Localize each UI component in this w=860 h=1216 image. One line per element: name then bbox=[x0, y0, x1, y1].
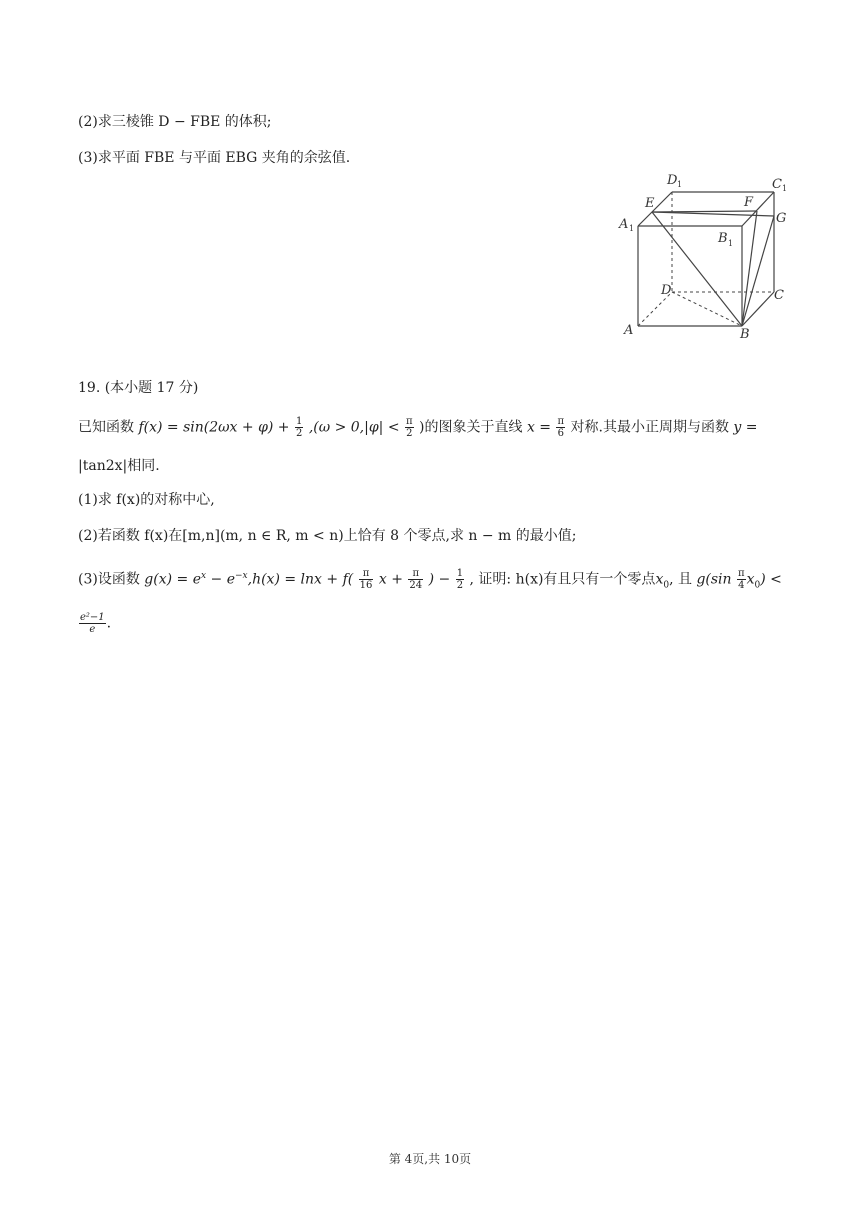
q18-part2: (2)求三棱锥 D − FBE 的体积; bbox=[78, 114, 272, 130]
q19-header: 19. (本小题 17 分) bbox=[78, 380, 199, 396]
label-e: E bbox=[645, 196, 655, 211]
frac-den: 2 bbox=[456, 580, 464, 592]
frac-den: 2 bbox=[406, 428, 413, 439]
q19-part3-k: g(sin bbox=[696, 571, 732, 588]
q19-part3-h: h(x)有且只有一个零点 bbox=[515, 571, 656, 588]
q19-part3-j: , 且 bbox=[669, 571, 692, 588]
label-c: C bbox=[774, 288, 784, 303]
frac-den: 6 bbox=[557, 428, 564, 439]
label-b: B bbox=[740, 327, 750, 342]
q19-part3-b: g(x) = e bbox=[144, 571, 201, 588]
sup-neg-x: −x bbox=[235, 571, 248, 581]
sub-zero-b: 0 bbox=[754, 580, 761, 591]
frac-den: 24 bbox=[409, 580, 423, 592]
q19-part3-e: x + bbox=[378, 571, 403, 588]
q19-stem-d: x = bbox=[526, 419, 552, 436]
frac-num: π bbox=[557, 416, 565, 427]
q19-stem-line1 bbox=[78, 416, 758, 439]
page-footer: 第 4页,共 10页 bbox=[388, 1152, 472, 1166]
q19-part3-a: (3)设函数 bbox=[78, 571, 140, 588]
label-g: G bbox=[776, 211, 787, 226]
frac-num: 1 bbox=[295, 416, 303, 427]
q19-part2: (2)若函数 f(x)在[m,n](m, n ∈ R, m < n)上恰有 8 个零点,求 n − m 的最小值; bbox=[78, 528, 577, 544]
label-d1: D bbox=[667, 173, 678, 188]
frac-e-squared bbox=[79, 612, 106, 635]
q19-stem-c: )的图象关于直线 bbox=[419, 419, 523, 436]
frac-pi-over-6 bbox=[556, 416, 565, 439]
q19-part3-g: , 证明: bbox=[469, 571, 512, 588]
q19-part3-f: ) − bbox=[428, 571, 451, 588]
label-c1: C bbox=[772, 177, 782, 192]
frac-den: 2 bbox=[295, 428, 303, 439]
edge-a1-d1 bbox=[638, 192, 672, 226]
label-d1-sub: 1 bbox=[677, 180, 683, 189]
frac-one-half-b bbox=[456, 568, 464, 591]
label-a: A bbox=[624, 323, 634, 338]
q19-stem-prefix: 已知函数 bbox=[78, 419, 134, 436]
frac-den: 16 bbox=[359, 580, 373, 592]
frac-pi-over-16 bbox=[359, 568, 374, 591]
q19-stem-a: f(x) = sin(2ωx + φ) + bbox=[138, 419, 290, 436]
frac-num: π bbox=[406, 416, 413, 427]
label-d: D bbox=[661, 283, 672, 298]
q19-part3-l: x bbox=[746, 571, 755, 588]
segment-e-g bbox=[652, 212, 774, 216]
frac-num: π bbox=[359, 568, 374, 580]
q19-part3-c: − e bbox=[206, 571, 235, 588]
frac-num: 1 bbox=[456, 568, 464, 580]
label-a1-sub: 1 bbox=[629, 224, 635, 233]
hidden-segment-d-b bbox=[672, 292, 742, 326]
segment-e-f bbox=[652, 211, 757, 212]
frac-num: π bbox=[408, 568, 423, 580]
sub-zero: 0 bbox=[663, 580, 670, 591]
frac-num: e²−1 bbox=[80, 612, 105, 623]
label-c1-sub: 1 bbox=[782, 184, 788, 193]
frac-pi-over-2 bbox=[405, 416, 414, 439]
frac-den: e bbox=[89, 624, 96, 635]
q19-stem-e: 对称.其最小正周期与函数 bbox=[570, 419, 729, 436]
frac-pi-over-4 bbox=[737, 568, 746, 591]
q19-stem-b: ,(ω > 0,|φ| < bbox=[308, 419, 400, 436]
label-f: F bbox=[744, 195, 754, 210]
label-b1-sub: 1 bbox=[728, 239, 734, 248]
sup-x: x bbox=[201, 571, 207, 581]
frac-pi-over-24 bbox=[408, 568, 423, 591]
q19-part1: (1)求 f(x)的对称中心, bbox=[78, 492, 215, 508]
q19-part3-m: ) < bbox=[760, 571, 782, 588]
label-b1: B bbox=[718, 231, 728, 246]
segment-f-b bbox=[742, 211, 757, 326]
segment-e-b bbox=[652, 212, 742, 326]
q19-period: . bbox=[106, 615, 112, 632]
label-a1: A bbox=[619, 217, 629, 232]
q19-stem-line2: |tan2x|相同. bbox=[78, 458, 160, 474]
frac-num: π bbox=[738, 568, 745, 580]
q19-part3-line1 bbox=[78, 566, 782, 595]
cube-figure bbox=[612, 166, 792, 346]
q19-part3-line2 bbox=[78, 612, 111, 635]
q19-part3-d: ,h(x) = lnx + f( bbox=[247, 571, 354, 588]
frac-den: 4 bbox=[738, 580, 745, 592]
frac-one-half bbox=[295, 416, 303, 439]
q19-stem-f: y = bbox=[733, 419, 758, 436]
q18-part3: (3)求平面 FBE 与平面 EBG 夹角的余弦值. bbox=[78, 150, 351, 166]
q19-part3-i: x bbox=[655, 571, 664, 588]
